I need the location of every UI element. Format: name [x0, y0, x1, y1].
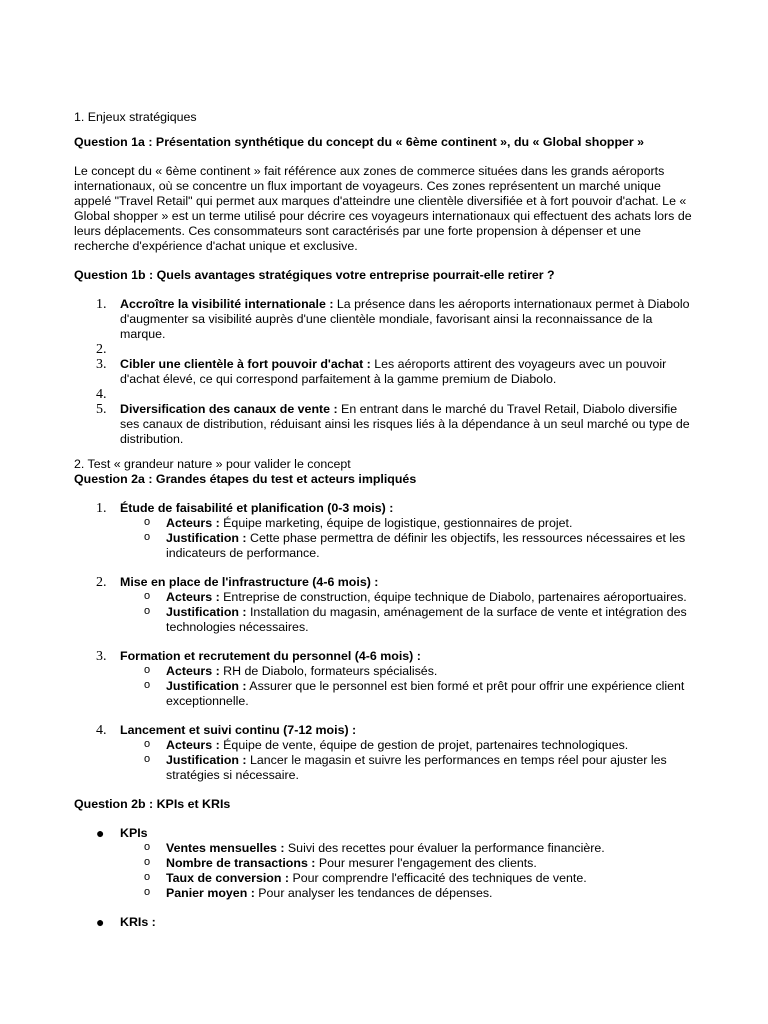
q2b-title: Question 2b : KPIs et KRIs: [74, 797, 231, 811]
circle-bullet-icon: o: [144, 753, 151, 765]
circle-bullet-icon: o: [144, 871, 151, 883]
circle-bullet-icon: o: [144, 886, 151, 898]
step-item: 4. Lancement et suivi continu (7-12 mois) :: [96, 723, 357, 738]
step-actors: o Acteurs : RH de Diabolo, formateurs spécialisés.: [144, 664, 438, 678]
q1b-list: [74, 297, 698, 447]
step-justification: o Justification : Cette phase permettra de définir les objectifs, les ressources nécessaires et les indicateurs de performance.: [144, 531, 686, 560]
step-item: 3. Formation et recrutement du personnel (4-6 mois) :: [96, 649, 421, 664]
list-item: 1. Accroître la visibilité internationale : La présence dans les aéroports internationaux permet à Diabolo d'augmenter sa visibilité auprès d'une clientèle mondiale, favorisant ainsi la reconnaissance de la marque.: [96, 297, 690, 341]
section1-heading: 1. Enjeux stratégiques: [74, 110, 197, 124]
step-actors: o Acteurs : Entreprise de construction, équipe technique de Diabolo, partenaires aéroportuaires.: [144, 590, 687, 604]
circle-bullet-icon: o: [144, 531, 151, 543]
disc-bullet-icon: ●: [96, 914, 105, 930]
q2a-title: Question 2a : Grandes étapes du test et acteurs impliqués: [74, 472, 417, 486]
kpis-heading: ● KPIs: [96, 825, 148, 841]
kpi-item: o Taux de conversion : Pour comprendre l'efficacité des techniques de vente.: [144, 871, 587, 885]
step-item: 1. Étude de faisabilité et planification (0-3 mois) :: [96, 501, 394, 516]
circle-bullet-icon: o: [144, 738, 151, 750]
circle-bullet-icon: o: [144, 516, 151, 528]
step-justification: o Justification : Lancer le magasin et suivre les performances en temps réel pour ajuster les stratégies si nécessaire.: [144, 753, 667, 782]
step-item: 2. Mise en place de l'infrastructure (4-6 mois) :: [96, 575, 379, 590]
kpi-item: o Nombre de transactions : Pour mesurer l'engagement des clients.: [144, 856, 537, 870]
kris-heading: ● KRIs :: [96, 914, 156, 930]
step-actors: o Acteurs : Équipe marketing, équipe de logistique, gestionnaires de projet.: [144, 516, 573, 530]
q1a-title: Question 1a : Présentation synthétique du concept du « 6ème continent », du « Global shopper »: [74, 135, 645, 149]
q1b-title: Question 1b : Quels avantages stratégiques votre entreprise pourrait-elle retirer ?: [74, 268, 555, 282]
list-item: 5. Diversification des canaux de vente : En entrant dans le marché du Travel Retail, Diabolo diversifie ses canaux de distribution, réduisant ainsi les risques liés à la dépendance à un seul marché ou type de distribution.: [96, 402, 690, 446]
q1a-paragraph: Le concept du « 6ème continent » fait référence aux zones de commerce situées dans les grands aéroports internationaux, où se concentre un flux important de voyageurs. Ces zones représentent un marché unique appelé "Travel Retail" qui permet aux marques d'atteindre une clientèle diversifiée et à fort pouvoir d'achat. Le « Global shopper » est un terme utilisé pour décrire ces voyageurs internationaux qui effectuent des achats lors de leurs déplacements. Ces consommateurs sont caractérisés par une forte propension à dépenser et une recherche d'expérience d'achat unique et exclusive.: [74, 164, 692, 253]
q2a-steps: [74, 501, 698, 783]
section2-heading: 2. Test « grandeur nature » pour valider le concept: [74, 457, 351, 471]
step-justification: o Justification : Installation du magasin, aménagement de la surface de vente et intégration des technologies nécessaires.: [144, 605, 687, 634]
circle-bullet-icon: o: [144, 605, 151, 617]
kpi-item: o Ventes mensuelles : Suivi des recettes pour évaluer la performance financière.: [144, 841, 605, 855]
list-item: 2.: [96, 342, 107, 357]
circle-bullet-icon: o: [144, 841, 151, 853]
list-item: 3. Cibler une clientèle à fort pouvoir d'achat : Les aéroports attirent des voyageurs avec un pouvoir d'achat élevé, ce qui correspond parfaitement à la gamme premium de Diabolo.: [96, 357, 667, 386]
circle-bullet-icon: o: [144, 679, 151, 691]
disc-bullet-icon: ●: [96, 825, 105, 841]
circle-bullet-icon: o: [144, 590, 151, 602]
kpi-item: o Panier moyen : Pour analyser les tendances de dépenses.: [144, 886, 493, 900]
step-actors: o Acteurs : Équipe de vente, équipe de gestion de projet, partenaires technologiques.: [144, 738, 629, 752]
list-item: 4.: [96, 387, 107, 402]
circle-bullet-icon: o: [144, 664, 151, 676]
circle-bullet-icon: o: [144, 856, 151, 868]
step-justification: o Justification : Assurer que le personnel est bien formé et prêt pour offrir une expérience client exceptionnelle.: [144, 679, 685, 708]
